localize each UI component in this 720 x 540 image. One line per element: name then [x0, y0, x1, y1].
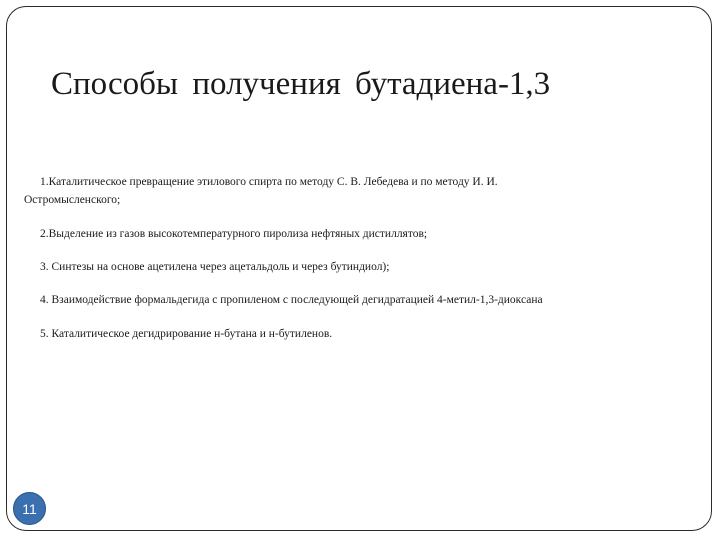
- list-item-5: 5. Каталитическое дегидрирование н-бутана и н-бутиленов.: [40, 328, 333, 340]
- list-item-1-continuation: Остромысленского;: [24, 194, 121, 206]
- list-item-2: 2.Выделение из газов высокотемпературного пиролиза нефтяных дистиллятов;: [40, 228, 428, 240]
- list-item-1: 1.Каталитическое превращение этилового спирта по методу С. В. Лебедева и по методу И. И.: [40, 176, 498, 188]
- page-number-badge: [13, 492, 46, 525]
- list-item-4: 4. Взаимодействие формальдегида с пропиленом с последующей дегидратацией 4-метил-1,3-диоксана: [40, 294, 543, 306]
- slide-title: Способы получения бутадиена-1,3: [51, 66, 551, 102]
- list-item-3: 3. Синтезы на основе ацетилена через ацетальдоль и через бутиндиол);: [40, 261, 390, 273]
- page-number: 11: [22, 500, 37, 517]
